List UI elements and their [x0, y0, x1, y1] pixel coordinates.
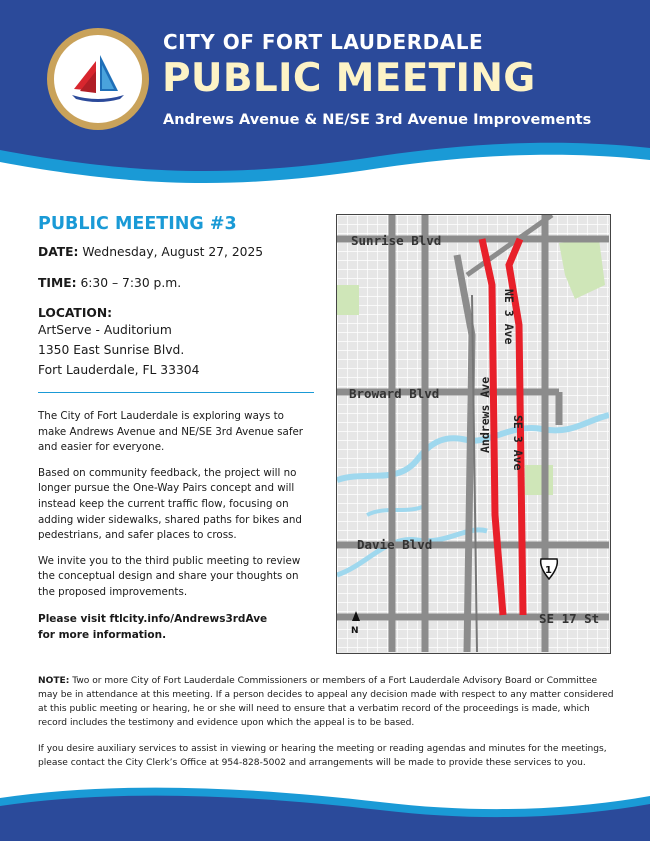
location-street: 1350 East Sunrise Blvd. [38, 343, 185, 357]
note-label: NOTE: [38, 676, 70, 686]
note-paragraph [38, 674, 618, 730]
auxiliary-paragraph: If you desire auxiliary services to assist in viewing or hearing the meeting or reading agendas and minutes for the meetings, please contact the City Clerk’s Office at 954-828-5002 and arrangements will be made to provide these services to you. [38, 744, 607, 768]
time-row [38, 275, 314, 292]
project-subtitle: Andrews Avenue & NE/SE 3rd Avenue Improvements [163, 112, 592, 128]
footer-background [0, 780, 650, 841]
meeting-details [38, 214, 314, 643]
legal-notes [38, 674, 618, 782]
label-north: N [351, 626, 359, 636]
time-value: 6:30 – 7:30 p.m. [80, 276, 182, 290]
city-seal-logo [47, 28, 149, 130]
label-davie: Davie Blvd [357, 537, 433, 552]
meeting-title: PUBLIC MEETING #3 [38, 214, 237, 234]
park-area [525, 465, 553, 495]
visit-info [38, 611, 314, 643]
intro-paragraph: The City of Fort Lauderdale is exploring ways to make Andrews Avenue and NE/SE 3rd Avenue safer and easier for everyone. [38, 410, 304, 454]
date-value: Wednesday, August 27, 2025 [82, 245, 264, 259]
time-label: TIME: [38, 276, 77, 290]
note-text: Two or more City of Fort Lauderdale Commissioners or members of a Fort Lauderdale Advisory Board or Committee may be in attendance at this meeting. If a person decides to appeal any decision made with respect to any matter considered at this public meeting or hearing, he or she will need to ensure that a verbatim record of the proceedings is made, which record includes the testimony and evidence upon which the appeal is to be based. [38, 676, 614, 728]
divider [38, 392, 314, 393]
label-broward: Broward Blvd [349, 386, 440, 401]
location-label: LOCATION: [38, 306, 113, 320]
visit-link[interactable]: Please visit ftlcity.info/Andrews3rdAve [38, 612, 268, 625]
header-banner [0, 0, 650, 195]
date-label: DATE: [38, 245, 79, 259]
page-title: PUBLIC MEETING [162, 56, 536, 101]
park-area [337, 285, 359, 315]
label-se3: SE 3 Ave [511, 415, 525, 471]
sailboat-icon [60, 41, 136, 117]
visit-more: for more information. [38, 628, 167, 641]
label-ne3: NE 3 Ave [502, 289, 516, 345]
map-canvas [337, 215, 609, 652]
city-name: CITY OF FORT LAUDERDALE [163, 30, 484, 54]
footer-wave [0, 780, 650, 841]
label-andrews: Andrews Ave [478, 376, 492, 453]
location-venue: ArtServe - Auditorium [38, 323, 172, 337]
label-us1: 1 [545, 565, 552, 576]
invite-paragraph: We invite you to the third public meeting to review the conceptual design and share your thoughts on the proposed improvements. [38, 554, 301, 598]
label-sunrise: Sunrise Blvd [351, 233, 442, 248]
feedback-paragraph: Based on community feedback, the project will no longer pursue the One-Way Pairs concept and will instead keep the current traffic flow, focusing on adding wider sidewalks, shared paths for bikes and pedestrians, and safer places to cross. [38, 466, 302, 542]
project-map [336, 214, 611, 654]
location-city: Fort Lauderdale, FL 33304 [38, 363, 200, 377]
date-row [38, 244, 314, 261]
label-se17: SE 17 St [539, 611, 600, 626]
